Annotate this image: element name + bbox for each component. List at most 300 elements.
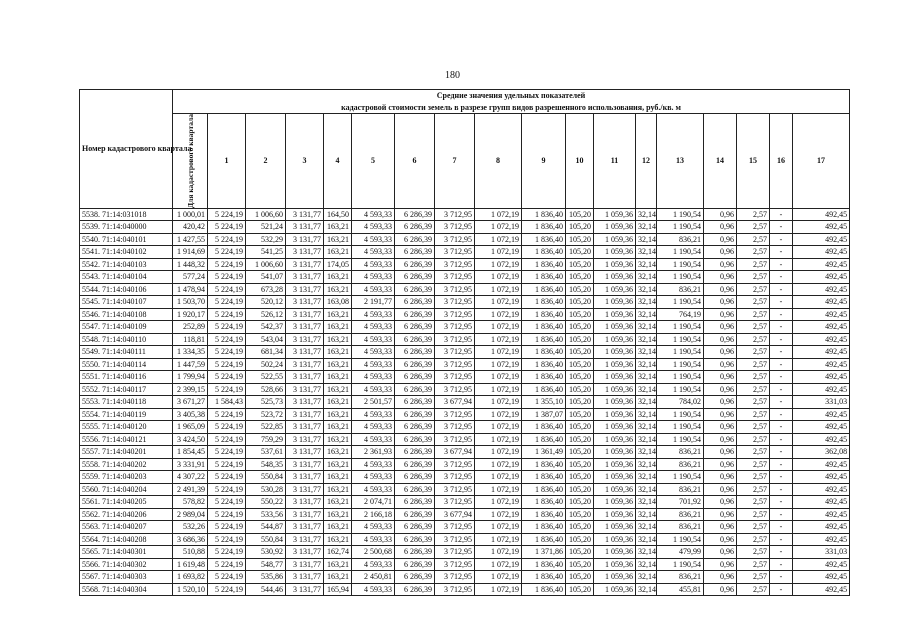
value-cell: 1 059,36	[594, 321, 636, 334]
value-cell: 3 131,77	[286, 321, 324, 334]
value-cell: 4 593,33	[352, 533, 395, 546]
group-column-header: 1	[208, 114, 246, 209]
value-cell: 4 593,33	[352, 283, 395, 296]
value-cell: 1 619,48	[173, 558, 208, 571]
value-cell: 163,21	[324, 358, 352, 371]
value-cell: 3 712,95	[435, 371, 475, 384]
value-cell: 3 131,77	[286, 533, 324, 546]
value-cell: 0,96	[704, 496, 737, 509]
value-cell: -	[770, 483, 793, 496]
value-cell: 541,07	[246, 271, 286, 284]
value-cell: 1 190,54	[657, 408, 704, 421]
for-quarter-label: Для кадастрового квартала	[185, 114, 195, 208]
value-cell: 5 224,19	[208, 483, 246, 496]
value-cell: 163,21	[324, 433, 352, 446]
value-cell: 4 593,33	[352, 271, 395, 284]
group-column-header: 13	[657, 114, 704, 209]
value-cell: 105,20	[566, 396, 594, 409]
cadastral-value-table	[79, 89, 850, 596]
value-cell: 1 059,36	[594, 521, 636, 534]
value-cell: 3 712,95	[435, 546, 475, 559]
value-cell: 3 712,95	[435, 346, 475, 359]
value-cell: 3 677,94	[435, 446, 475, 459]
value-cell: 6 286,39	[395, 421, 435, 434]
value-cell: 1 072,19	[475, 333, 522, 346]
value-cell: 1 059,36	[594, 371, 636, 384]
value-cell: 1 072,19	[475, 321, 522, 334]
value-cell: -	[770, 446, 793, 459]
value-cell: 32,14	[636, 321, 657, 334]
value-cell: 0,96	[704, 246, 737, 259]
value-cell: 2,57	[737, 458, 770, 471]
value-cell: 3 131,77	[286, 296, 324, 309]
value-cell: -	[770, 533, 793, 546]
value-cell: 5 224,19	[208, 221, 246, 234]
value-cell: 1 059,36	[594, 496, 636, 509]
value-cell: 3 131,77	[286, 358, 324, 371]
value-cell: 492,45	[793, 458, 850, 471]
quarter-number-cell: 5565. 71:14:040301	[80, 546, 173, 559]
value-cell: 3 686,36	[173, 533, 208, 546]
quarter-number-cell: 5545. 71:14:040107	[80, 296, 173, 309]
value-cell: 1 072,19	[475, 246, 522, 259]
value-cell: 1 059,36	[594, 283, 636, 296]
value-cell: 3 712,95	[435, 283, 475, 296]
value-cell: 32,14	[636, 233, 657, 246]
value-cell: 1 072,19	[475, 571, 522, 584]
value-cell: 836,21	[657, 458, 704, 471]
value-cell: -	[770, 208, 793, 221]
value-cell: 1 059,36	[594, 471, 636, 484]
value-cell: 2,57	[737, 433, 770, 446]
value-cell: 0,96	[704, 258, 737, 271]
value-cell: 492,45	[793, 208, 850, 221]
value-cell: 4 593,33	[352, 371, 395, 384]
value-cell: 5 224,19	[208, 471, 246, 484]
value-cell: 836,21	[657, 508, 704, 521]
value-cell: 163,21	[324, 371, 352, 384]
value-cell: 1 072,19	[475, 433, 522, 446]
value-cell: 1 836,40	[522, 233, 566, 246]
value-cell: 1 427,55	[173, 233, 208, 246]
value-cell: -	[770, 396, 793, 409]
value-cell: -	[770, 246, 793, 259]
value-cell: 3 712,95	[435, 421, 475, 434]
value-cell: 163,21	[324, 446, 352, 459]
value-cell: 5 224,19	[208, 333, 246, 346]
value-cell: 1 059,36	[594, 221, 636, 234]
value-cell: 4 593,33	[352, 321, 395, 334]
value-cell: 6 286,39	[395, 483, 435, 496]
value-cell: 1 836,40	[522, 258, 566, 271]
table-row	[80, 346, 850, 359]
value-cell: 1 334,35	[173, 346, 208, 359]
value-cell: 492,45	[793, 471, 850, 484]
value-cell: 2 491,39	[173, 483, 208, 496]
value-cell: 2 501,57	[352, 396, 395, 409]
value-cell: 2,57	[737, 371, 770, 384]
value-cell: 532,29	[246, 233, 286, 246]
value-cell: 5 224,19	[208, 296, 246, 309]
value-cell: 105,20	[566, 296, 594, 309]
value-cell: 1 059,36	[594, 233, 636, 246]
quarter-number-cell: 5555. 71:14:040120	[80, 421, 173, 434]
value-cell: 1 836,40	[522, 571, 566, 584]
value-cell: 6 286,39	[395, 271, 435, 284]
value-cell: 3 712,95	[435, 258, 475, 271]
value-cell: 1 072,19	[475, 346, 522, 359]
value-cell: 492,45	[793, 333, 850, 346]
value-cell: 4 593,33	[352, 558, 395, 571]
value-cell: 5 224,19	[208, 408, 246, 421]
value-cell: 4 593,33	[352, 246, 395, 259]
value-cell: 0,96	[704, 446, 737, 459]
page-number: 180	[445, 70, 460, 81]
value-cell: 3 712,95	[435, 533, 475, 546]
value-cell: 3 131,77	[286, 571, 324, 584]
value-cell: 0,96	[704, 546, 737, 559]
value-cell: 550,84	[246, 471, 286, 484]
table-row	[80, 558, 850, 571]
value-cell: 252,89	[173, 321, 208, 334]
value-cell: 163,21	[324, 521, 352, 534]
value-cell: 1 836,40	[522, 533, 566, 546]
value-cell: 0,96	[704, 296, 737, 309]
value-cell: 1 478,94	[173, 283, 208, 296]
value-cell: 2 361,93	[352, 446, 395, 459]
value-cell: 4 593,33	[352, 483, 395, 496]
value-cell: 1 059,36	[594, 508, 636, 521]
group-column-header: 7	[435, 114, 475, 209]
group-column-header: 15	[737, 114, 770, 209]
value-cell: -	[770, 308, 793, 321]
value-cell: 4 593,33	[352, 521, 395, 534]
value-cell: 521,24	[246, 221, 286, 234]
value-cell: 0,96	[704, 233, 737, 246]
value-cell: 1 387,07	[522, 408, 566, 421]
value-cell: 105,20	[566, 458, 594, 471]
value-cell: 1 059,36	[594, 433, 636, 446]
value-cell: 1 836,40	[522, 471, 566, 484]
quarter-number-cell: 5551. 71:14:040116	[80, 371, 173, 384]
value-cell: 530,28	[246, 483, 286, 496]
value-cell: 105,20	[566, 283, 594, 296]
value-cell: -	[770, 283, 793, 296]
value-cell: 6 286,39	[395, 458, 435, 471]
value-cell: 0,96	[704, 558, 737, 571]
value-cell: 3 131,77	[286, 221, 324, 234]
quarter-number-cell: 5562. 71:14:040206	[80, 508, 173, 521]
value-cell: 3 131,77	[286, 421, 324, 434]
value-cell: 32,14	[636, 546, 657, 559]
value-cell: 6 286,39	[395, 571, 435, 584]
value-cell: 530,92	[246, 546, 286, 559]
value-cell: -	[770, 333, 793, 346]
table-row	[80, 571, 850, 584]
value-cell: 32,14	[636, 558, 657, 571]
value-cell: 0,96	[704, 321, 737, 334]
value-cell: 105,20	[566, 546, 594, 559]
value-cell: 3 131,77	[286, 271, 324, 284]
value-cell: 1 836,40	[522, 321, 566, 334]
quarter-number-cell: 5546. 71:14:040108	[80, 308, 173, 321]
value-cell: 3 671,27	[173, 396, 208, 409]
group-column-header: 2	[246, 114, 286, 209]
value-cell: 105,20	[566, 533, 594, 546]
value-cell: 3 131,77	[286, 433, 324, 446]
table-row	[80, 471, 850, 484]
value-cell: 6 286,39	[395, 333, 435, 346]
value-cell: 6 286,39	[395, 433, 435, 446]
value-cell: 3 131,77	[286, 346, 324, 359]
value-cell: 1 059,36	[594, 246, 636, 259]
value-cell: 5 224,19	[208, 546, 246, 559]
value-cell: 0,96	[704, 383, 737, 396]
value-cell: 542,37	[246, 321, 286, 334]
value-cell: 32,14	[636, 521, 657, 534]
value-cell: 1 836,40	[522, 558, 566, 571]
quarter-number-cell: 5548. 71:14:040110	[80, 333, 173, 346]
value-cell: 5 224,19	[208, 496, 246, 509]
value-cell: 492,45	[793, 308, 850, 321]
value-cell: 0,96	[704, 346, 737, 359]
value-cell: 3 131,77	[286, 408, 324, 421]
table-row	[80, 333, 850, 346]
value-cell: 4 593,33	[352, 233, 395, 246]
value-cell: 3 131,77	[286, 558, 324, 571]
value-cell: 163,21	[324, 483, 352, 496]
value-cell: 0,96	[704, 271, 737, 284]
group-column-header: 4	[324, 114, 352, 209]
value-cell: 32,14	[636, 483, 657, 496]
value-cell: -	[770, 496, 793, 509]
value-cell: 163,21	[324, 321, 352, 334]
value-cell: 0,96	[704, 433, 737, 446]
table-row	[80, 233, 850, 246]
group-column-header: 12	[636, 114, 657, 209]
value-cell: 163,21	[324, 496, 352, 509]
value-cell: 492,45	[793, 383, 850, 396]
quarter-number-cell: 5568. 71:14:040304	[80, 583, 173, 596]
value-cell: 6 286,39	[395, 521, 435, 534]
value-cell: 1 190,54	[657, 258, 704, 271]
value-cell: 492,45	[793, 296, 850, 309]
value-cell: 105,20	[566, 583, 594, 596]
value-cell: 522,85	[246, 421, 286, 434]
value-cell: 105,20	[566, 308, 594, 321]
value-cell: 784,02	[657, 396, 704, 409]
value-cell: 541,25	[246, 246, 286, 259]
value-cell: 32,14	[636, 258, 657, 271]
value-cell: 163,21	[324, 396, 352, 409]
value-cell: 492,45	[793, 558, 850, 571]
for-quarter-column-header	[173, 114, 208, 209]
value-cell: 1 072,19	[475, 471, 522, 484]
value-cell: -	[770, 346, 793, 359]
quarter-number-cell: 5558. 71:14:040202	[80, 458, 173, 471]
value-cell: 105,20	[566, 446, 594, 459]
group-column-header: 11	[594, 114, 636, 209]
value-cell: 1 190,54	[657, 296, 704, 309]
value-cell: 2 191,77	[352, 296, 395, 309]
group-column-header: 5	[352, 114, 395, 209]
value-cell: 2,57	[737, 333, 770, 346]
value-cell: 3 712,95	[435, 583, 475, 596]
value-cell: 1 072,19	[475, 221, 522, 234]
value-cell: 1 836,40	[522, 521, 566, 534]
value-cell: 492,45	[793, 533, 850, 546]
value-cell: 3 131,77	[286, 246, 324, 259]
value-cell: 105,20	[566, 571, 594, 584]
value-cell: 4 593,33	[352, 583, 395, 596]
value-cell: 6 286,39	[395, 321, 435, 334]
value-cell: 528,66	[246, 383, 286, 396]
quarter-number-cell: 5557. 71:14:040201	[80, 446, 173, 459]
value-cell: 1 503,70	[173, 296, 208, 309]
value-cell: 492,45	[793, 233, 850, 246]
value-cell: 32,14	[636, 508, 657, 521]
value-cell: 1 072,19	[475, 533, 522, 546]
value-cell: 331,03	[793, 546, 850, 559]
value-cell: 492,45	[793, 371, 850, 384]
value-cell: 1 371,86	[522, 546, 566, 559]
value-cell: 2 450,81	[352, 571, 395, 584]
table-row	[80, 308, 850, 321]
value-cell: 32,14	[636, 271, 657, 284]
value-cell: 836,21	[657, 446, 704, 459]
quarter-number-cell: 5550. 71:14:040114	[80, 358, 173, 371]
table-row	[80, 271, 850, 284]
value-cell: 163,21	[324, 533, 352, 546]
value-cell: -	[770, 321, 793, 334]
value-cell: 6 286,39	[395, 558, 435, 571]
value-cell: 3 405,38	[173, 408, 208, 421]
value-cell: 6 286,39	[395, 283, 435, 296]
value-cell: 5 224,19	[208, 446, 246, 459]
value-cell: 1 072,19	[475, 383, 522, 396]
value-cell: 1 836,40	[522, 458, 566, 471]
value-cell: 836,21	[657, 483, 704, 496]
value-cell: 32,14	[636, 421, 657, 434]
value-cell: 1 836,40	[522, 333, 566, 346]
value-cell: 5 224,19	[208, 433, 246, 446]
value-cell: 5 224,19	[208, 533, 246, 546]
value-cell: 5 224,19	[208, 383, 246, 396]
value-cell: 1 836,40	[522, 246, 566, 259]
value-cell: 0,96	[704, 408, 737, 421]
value-cell: 1 447,59	[173, 358, 208, 371]
value-cell: 3 712,95	[435, 321, 475, 334]
value-cell: 492,45	[793, 521, 850, 534]
table-title-line2: кадастровой стоимости земель в разрезе групп видов разрешенного использования, руб./кв. м	[341, 102, 681, 112]
value-cell: 3 677,94	[435, 508, 475, 521]
value-cell: 32,14	[636, 471, 657, 484]
value-cell: 105,20	[566, 321, 594, 334]
value-cell: 543,04	[246, 333, 286, 346]
value-cell: 163,21	[324, 471, 352, 484]
value-cell: 1 190,54	[657, 533, 704, 546]
value-cell: 32,14	[636, 296, 657, 309]
value-cell: 3 131,77	[286, 308, 324, 321]
value-cell: 1 072,19	[475, 546, 522, 559]
value-cell: 163,08	[324, 296, 352, 309]
value-cell: 1 072,19	[475, 458, 522, 471]
value-cell: 105,20	[566, 521, 594, 534]
table-row	[80, 371, 850, 384]
value-cell: 502,24	[246, 358, 286, 371]
value-cell: 5 224,19	[208, 571, 246, 584]
value-cell: 1 072,19	[475, 421, 522, 434]
value-cell: 3 677,94	[435, 396, 475, 409]
value-cell: 105,20	[566, 433, 594, 446]
value-cell: 1 836,40	[522, 358, 566, 371]
value-cell: -	[770, 571, 793, 584]
value-cell: 1 072,19	[475, 283, 522, 296]
table-row	[80, 358, 850, 371]
value-cell: 1 072,19	[475, 496, 522, 509]
value-cell: 6 286,39	[395, 233, 435, 246]
group-column-header: 10	[566, 114, 594, 209]
value-cell: 32,14	[636, 346, 657, 359]
value-cell: 1 072,19	[475, 483, 522, 496]
value-cell: 479,99	[657, 546, 704, 559]
value-cell: 1 000,01	[173, 208, 208, 221]
value-cell: 1 072,19	[475, 271, 522, 284]
value-cell: 2,57	[737, 321, 770, 334]
value-cell: 492,45	[793, 321, 850, 334]
value-cell: 1 072,19	[475, 358, 522, 371]
value-cell: 492,45	[793, 271, 850, 284]
value-cell: 32,14	[636, 246, 657, 259]
value-cell: 3 712,95	[435, 521, 475, 534]
value-cell: 163,21	[324, 246, 352, 259]
value-cell: 492,45	[793, 496, 850, 509]
value-cell: 2,57	[737, 358, 770, 371]
value-cell: 550,22	[246, 496, 286, 509]
value-cell: 1 072,19	[475, 558, 522, 571]
value-cell: 105,20	[566, 421, 594, 434]
value-cell: 492,45	[793, 433, 850, 446]
value-cell: 32,14	[636, 533, 657, 546]
value-cell: 1 072,19	[475, 583, 522, 596]
value-cell: 1 059,36	[594, 383, 636, 396]
value-cell: 535,86	[246, 571, 286, 584]
table-row	[80, 396, 850, 409]
value-cell: 4 593,33	[352, 471, 395, 484]
value-cell: 1 799,94	[173, 371, 208, 384]
value-cell: 1 059,36	[594, 571, 636, 584]
value-cell: 1 059,36	[594, 333, 636, 346]
value-cell: 5 224,19	[208, 371, 246, 384]
value-cell: 3 712,95	[435, 271, 475, 284]
quarter-number-cell: 5540. 71:14:040101	[80, 233, 173, 246]
value-cell: 3 331,91	[173, 458, 208, 471]
value-cell: 526,12	[246, 308, 286, 321]
value-cell: 4 593,33	[352, 358, 395, 371]
value-cell: 1 836,40	[522, 583, 566, 596]
value-cell: 0,96	[704, 358, 737, 371]
value-cell: 105,20	[566, 233, 594, 246]
value-cell: 2,57	[737, 546, 770, 559]
value-cell: 1 059,36	[594, 583, 636, 596]
value-cell: 1 190,54	[657, 346, 704, 359]
value-cell: 3 712,95	[435, 471, 475, 484]
value-cell: 4 593,33	[352, 408, 395, 421]
table-row	[80, 221, 850, 234]
value-cell: 3 131,77	[286, 208, 324, 221]
value-cell: 0,96	[704, 508, 737, 521]
value-cell: 836,21	[657, 521, 704, 534]
